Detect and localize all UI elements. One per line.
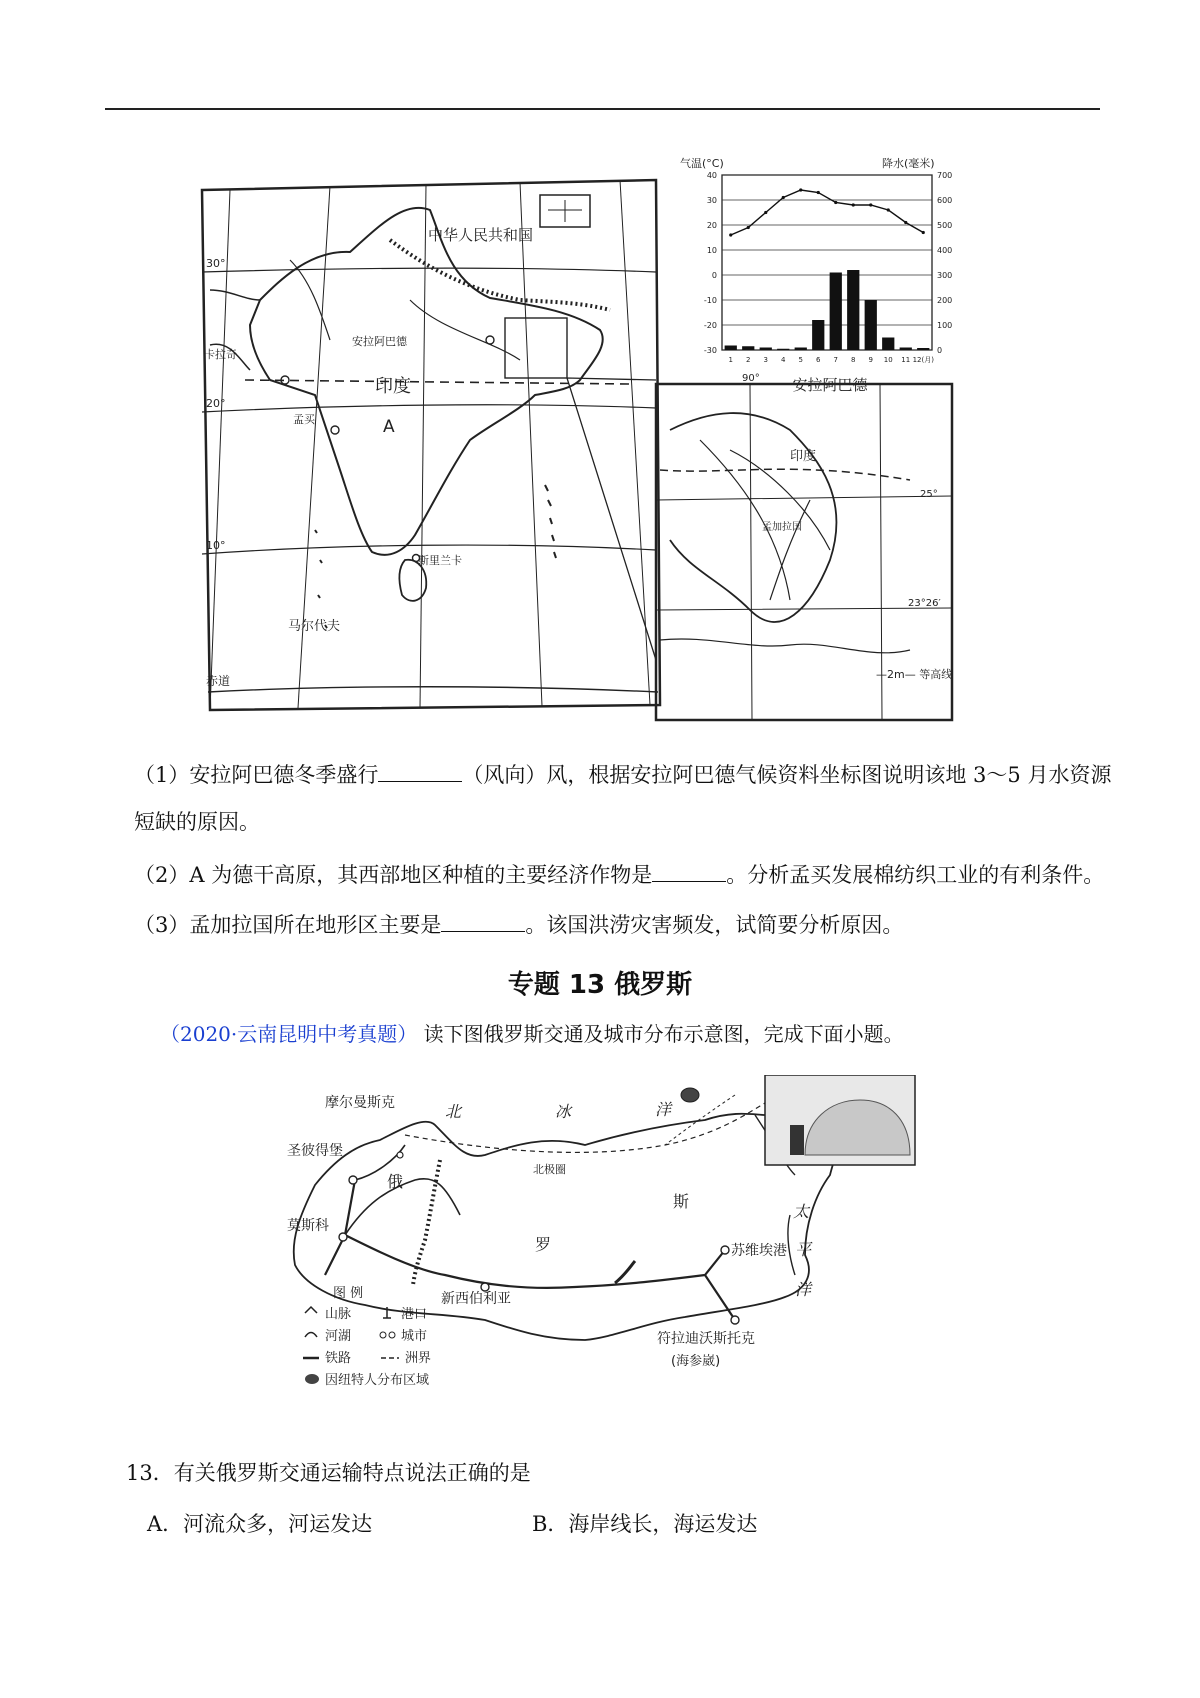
label-vladivostok: 符拉迪沃斯托克 xyxy=(657,1331,755,1347)
chart-x-tick-label: 10 xyxy=(883,356,893,364)
section-intro-line xyxy=(160,1018,904,1047)
legend-mountain-icon xyxy=(305,1307,317,1313)
legend-city-icon xyxy=(380,1332,386,1338)
label-mumbai: 孟买 xyxy=(293,413,315,426)
chart-right-tick-label: 400 xyxy=(937,246,953,255)
chart-precip-bar xyxy=(847,270,859,350)
chart-left-tick-label: 30 xyxy=(706,196,717,205)
chart-precip-bar xyxy=(725,346,737,351)
label-russia-2: 罗 xyxy=(535,1235,552,1254)
chart-right-tick-label: 300 xyxy=(937,271,953,280)
chart-temperature-point xyxy=(852,203,855,206)
label-pacific-3: 洋 xyxy=(795,1280,812,1299)
india-main-map xyxy=(202,180,660,710)
legend-inuit-icon xyxy=(305,1374,319,1384)
inset-label-bangladesh: 孟加拉国 xyxy=(762,522,802,533)
label-arctic-ocean-2: 冰 xyxy=(555,1102,572,1121)
label-sri-lanka: 斯里兰卡 xyxy=(418,554,462,567)
inset-label-india: 印度 xyxy=(790,449,817,464)
q2-text-b: 。分析孟买发展棉纺织工业的有利条件。 xyxy=(726,863,1105,887)
chart-x-tick-label: 1 xyxy=(728,356,733,364)
chart-left-tick-label: 0 xyxy=(711,271,717,280)
label-murmansk: 摩尔曼斯克 xyxy=(325,1095,395,1111)
label-moscow: 莫斯科 xyxy=(287,1218,329,1234)
inset-contour-legend: —2m— 等高线 xyxy=(876,668,953,681)
chart-right-tick-label: 700 xyxy=(937,171,953,180)
chart-right-tick-label: 600 xyxy=(937,196,953,205)
legend-title: 图 例 xyxy=(333,1286,364,1301)
chart-x-tick-label: 3 xyxy=(763,356,768,364)
chart-plot-area xyxy=(722,175,932,350)
chart-right-tick-label: 0 xyxy=(937,346,943,355)
label-st-petersburg: 圣彼得堡 xyxy=(287,1143,343,1159)
chart-x-tick-label: 5 xyxy=(798,356,803,364)
chart-left-ticks xyxy=(704,171,717,355)
q3-text-b: 。该国洪涝灾害频发，试简要分析原因。 xyxy=(525,913,904,937)
label-india: 印度 xyxy=(375,376,411,397)
chart-temperature-point xyxy=(834,201,837,204)
inset-label-lat-25: 25° xyxy=(920,489,938,500)
chart-temperature-line xyxy=(729,188,925,236)
chart-right-tick-label: 500 xyxy=(937,221,953,230)
chart-precip-bar xyxy=(882,338,894,351)
chart-x-tick-label: 6 xyxy=(816,356,821,364)
label-russia-3: 斯 xyxy=(673,1192,690,1211)
climate-chart xyxy=(680,145,980,400)
question-1-line-1 xyxy=(134,760,1111,790)
label-china: 中华人民共和国 xyxy=(428,226,534,244)
chart-temperature-point xyxy=(799,188,802,191)
label-novosibirsk: 新西伯利亚 xyxy=(441,1291,511,1307)
q1-text-a: （1）安拉阿巴德冬季盛行 xyxy=(134,763,379,787)
chart-temperature-point xyxy=(869,203,872,206)
chart-x-tick-label: 12(月) xyxy=(912,356,934,364)
chart-x-tick-label: 9 xyxy=(868,356,873,364)
legend-city: 城市 xyxy=(401,1329,428,1344)
chart-temperature-point xyxy=(764,211,767,214)
legend-continent-border: 洲界 xyxy=(405,1351,432,1366)
chart-caption: 安拉阿巴德 xyxy=(792,376,868,394)
chart-precip-bar xyxy=(812,320,824,350)
label-sovetskaya-gavan: 苏维埃港 xyxy=(731,1243,787,1259)
chart-left-axis-title: 气温(°C) xyxy=(680,157,724,170)
label-karachi: 卡拉奇 xyxy=(204,348,237,361)
chart-precip-bar xyxy=(865,300,877,350)
chart-x-tick-label: 11 xyxy=(901,356,911,364)
q3-blank[interactable] xyxy=(441,913,525,932)
label-plateau-a: A xyxy=(383,417,395,437)
chart-temperature-point xyxy=(922,231,925,234)
q1-text-b: （风向）风，根据安拉阿巴德气候资料坐标图说明该地 3～5 月水资源 xyxy=(462,763,1112,787)
label-arctic-ocean-1: 北 xyxy=(445,1102,462,1121)
chart-precip-bar xyxy=(830,273,842,351)
question-13-stem: 13．有关俄罗斯交通运输特点说法正确的是 xyxy=(126,1461,531,1485)
chart-temperature-point xyxy=(817,191,820,194)
label-lat-20: 20° xyxy=(206,397,226,410)
chart-right-tick-label: 100 xyxy=(937,321,953,330)
chart-left-tick-label: 20 xyxy=(706,221,717,230)
label-arctic-circle: 北极圈 xyxy=(533,1163,566,1176)
chart-temperature-point xyxy=(747,226,750,229)
q1-blank[interactable] xyxy=(378,763,462,782)
question-1-line-2 xyxy=(134,807,260,837)
chart-left-tick-label: -10 xyxy=(703,296,717,305)
legend-mountain: 山脉 xyxy=(325,1307,352,1322)
chart-left-tick-label: -20 xyxy=(703,321,717,330)
chart-x-tick-label: 7 xyxy=(833,356,838,364)
q1-text-c: 短缺的原因。 xyxy=(134,810,260,834)
q2-blank[interactable] xyxy=(652,863,726,882)
label-equator: 赤道 xyxy=(206,674,231,688)
chart-precip-bar xyxy=(900,348,912,351)
label-lat-10: 10° xyxy=(206,539,226,552)
chart-frame xyxy=(722,175,932,350)
chart-precip-bar xyxy=(742,346,754,350)
label-lat-30: 30° xyxy=(206,257,226,270)
chart-left-tick-label: 10 xyxy=(706,246,717,255)
question-2-line xyxy=(134,860,1104,890)
label-russia-1: 俄 xyxy=(387,1172,404,1191)
inuit-photo xyxy=(765,1075,915,1165)
question-3-line xyxy=(134,910,903,940)
chart-temperature-point xyxy=(904,221,907,224)
chart-temperature-point xyxy=(887,208,890,211)
russia-map-figure xyxy=(285,1075,925,1430)
chart-temperature-point xyxy=(729,233,732,236)
chart-right-ticks xyxy=(937,171,952,355)
label-pacific-1: 太 xyxy=(793,1202,810,1221)
inset-label-lon-90: 90° xyxy=(742,373,760,384)
chart-right-axis-title: 降水(毫米) xyxy=(882,157,935,170)
chart-x-tick-label: 2 xyxy=(746,356,751,364)
chart-left-tick-label: 40 xyxy=(706,171,717,180)
legend-river-icon xyxy=(305,1333,317,1338)
legend-river-lake: 河湖 xyxy=(325,1329,352,1344)
q3-text-a: （3）孟加拉国所在地形区主要是 xyxy=(134,913,442,937)
chart-precip-bar xyxy=(917,348,929,350)
label-pacific-2: 平 xyxy=(795,1240,812,1259)
label-arctic-ocean-3: 洋 xyxy=(655,1100,672,1119)
chart-x-tick-label: 4 xyxy=(781,356,786,364)
russia-legend xyxy=(303,1286,431,1388)
chart-precip-bar xyxy=(777,349,789,350)
section-title: 专题 13 俄罗斯 xyxy=(507,970,693,1000)
section-intro: 读下图俄罗斯交通及城市分布示意图，完成下面小题。 xyxy=(423,1022,904,1046)
label-vladivostok-alt: (海参崴) xyxy=(671,1354,721,1369)
option-a[interactable]: A．河流众多，河运发达 xyxy=(147,1512,373,1536)
header-rule xyxy=(105,108,1100,110)
chart-x-tick-label: 8 xyxy=(851,356,856,364)
q2-text-a: （2）A 为德干高原，其西部地区种植的主要经济作物是 xyxy=(134,863,653,887)
chart-temperature-polyline xyxy=(731,190,924,235)
label-ahmadabad: 安拉阿巴德 xyxy=(352,335,407,348)
legend-port: 港口 xyxy=(401,1307,428,1322)
chart-right-tick-label: 200 xyxy=(937,296,953,305)
chart-bars xyxy=(725,270,930,350)
chart-left-tick-label: -30 xyxy=(703,346,717,355)
chart-x-ticks xyxy=(729,356,935,364)
chart-precip-bar xyxy=(795,348,807,351)
chart-precip-bar xyxy=(760,348,772,351)
chart-temperature-point xyxy=(782,196,785,199)
question-source: （2020·云南昆明中考真题） xyxy=(160,1022,418,1046)
option-b[interactable]: B．海岸线长，海运发达 xyxy=(532,1512,758,1536)
label-maldives: 马尔代夫 xyxy=(288,619,341,634)
inset-label-lat-23: 23°26′ xyxy=(908,598,941,609)
legend-inuit: 因纽特人分布区域 xyxy=(325,1373,430,1388)
legend-railway: 铁路 xyxy=(325,1351,352,1366)
